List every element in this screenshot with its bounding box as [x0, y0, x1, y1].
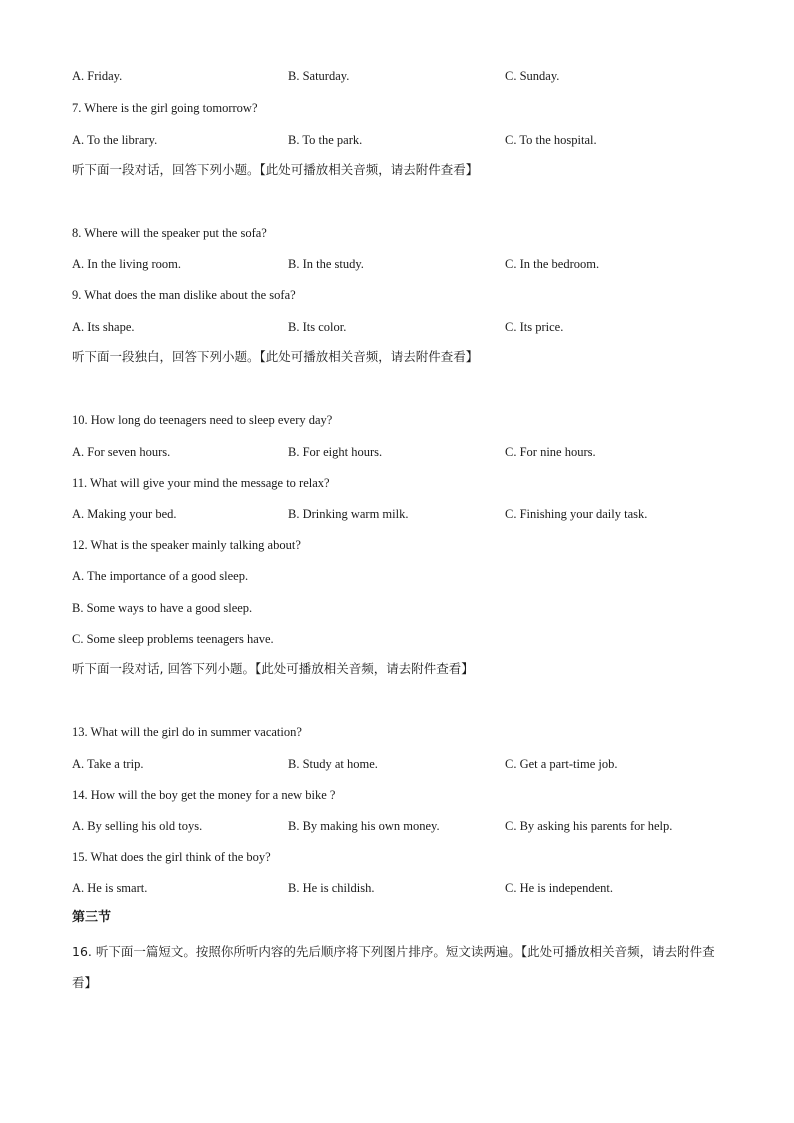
q14-question: 14. How will the boy get the money for a new bike ?	[72, 788, 336, 802]
q9-option-b: B. Its color.	[288, 320, 347, 334]
q10-option-c: C. For nine hours.	[505, 445, 596, 459]
q10-question: 10. How long do teenagers need to sleep every day?	[72, 413, 333, 427]
q7-option-a: A. To the library.	[72, 133, 158, 147]
q8-question: 8. Where will the speaker put the sofa?	[72, 226, 267, 240]
q14-option-b: B. By making his own money.	[288, 819, 440, 833]
q15-option-c: C. He is independent.	[505, 881, 613, 895]
q12-option-a: A. The importance of a good sleep.	[72, 569, 249, 583]
q10-option-a: A. For seven hours.	[72, 445, 171, 459]
q7-option-c: C. To the hospital.	[505, 133, 597, 147]
q8-option-a: A. In the living room.	[72, 257, 182, 271]
q6-option-b: B. Saturday.	[288, 69, 350, 83]
q7-option-b: B. To the park.	[288, 133, 363, 147]
q13-option-a: A. Take a trip.	[72, 757, 144, 771]
q12-option-c: C. Some sleep problems teenagers have.	[72, 632, 274, 646]
q9-option-c: C. Its price.	[505, 320, 564, 334]
q13-option-b: B. Study at home.	[288, 757, 378, 771]
q15-option-b: B. He is childish.	[288, 881, 375, 895]
q8-option-c: C. In the bedroom.	[505, 257, 600, 271]
q11-question: 11. What will give your mind the message to relax?	[72, 476, 330, 490]
q12-question: 12. What is the speaker mainly talking about?	[72, 538, 301, 552]
instruction-dialogue-1: 听下面一段对话，回答下列小题。【此处可播放相关音频，请去附件查看】	[72, 162, 479, 177]
q15-option-a: A. He is smart.	[72, 881, 148, 895]
q14-option-c: C. By asking his parents for help.	[505, 819, 673, 833]
q9-question: 9. What does the man dislike about the sofa?	[72, 288, 296, 302]
q16-instruction: 16. 听下面一篇短文。按照你所听内容的先后顺序将下列图片排序。短文读两遍。【此处可播放相关音频，请去附件查看】	[72, 944, 715, 990]
q7-question: 7. Where is the girl going tomorrow?	[72, 101, 258, 115]
q8-option-b: B. In the study.	[288, 257, 364, 271]
q13-question: 13. What will the girl do in summer vacation?	[72, 725, 302, 739]
instruction-dialogue-2: 听下面一段对话, 回答下列小题。【此处可播放相关音频，请去附件查看】	[72, 661, 474, 676]
q6-option-a: A. Friday.	[72, 69, 123, 83]
q12-option-b: B. Some ways to have a good sleep.	[72, 601, 253, 615]
q15-question: 15. What does the girl think of the boy?	[72, 850, 271, 864]
q13-option-c: C. Get a part-time job.	[505, 757, 618, 771]
q14-option-a: A. By selling his old toys.	[72, 819, 203, 833]
section-heading: 第三节	[72, 910, 112, 925]
q11-option-a: A. Making your bed.	[72, 507, 177, 521]
q11-option-c: C. Finishing your daily task.	[505, 507, 648, 521]
q6-option-c: C. Sunday.	[505, 69, 560, 83]
q11-option-b: B. Drinking warm milk.	[288, 507, 409, 521]
instruction-monologue: 听下面一段独白，回答下列小题。【此处可播放相关音频，请去附件查看】	[72, 349, 479, 364]
q9-option-a: A. Its shape.	[72, 320, 135, 334]
q10-option-b: B. For eight hours.	[288, 445, 383, 459]
